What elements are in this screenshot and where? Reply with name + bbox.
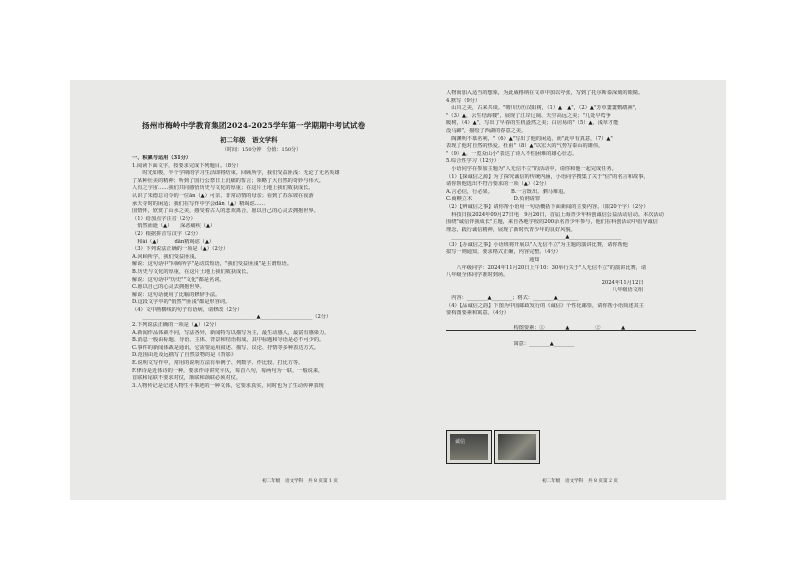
text-line: （4）【品诚信之韵】下图为中国邮政发行的《诚信》个性化邮票，请你帮小语简述其主 xyxy=(446,302,644,309)
text-line: 八年级语文组 xyxy=(446,287,644,294)
text-line: 构图要素：①________▲________ ②________▲________ xyxy=(446,325,646,332)
text-line xyxy=(446,409,708,417)
text-line: 解说：这句话中"回顾所学"是动宾短语，"我们受益匪浅"是主谓短语。 xyxy=(132,261,292,268)
page-one-footer: 初二年级 语文学科 共 8 页第 1 页 xyxy=(262,479,339,484)
text-line xyxy=(446,318,708,326)
text-line xyxy=(132,406,394,414)
text-line: 和ǎi（▲） dān精竭虑（▲） xyxy=(132,238,215,245)
text-line xyxy=(132,444,394,452)
text-line: C.愿以自己的心灵去拥抱世界。 xyxy=(132,284,205,291)
text-line: 人有之宇宙……我们共同感悟历史与文化的厚重；在这片土地上我们收获成长。 xyxy=(132,185,314,192)
text-line xyxy=(446,379,708,387)
page-one-content xyxy=(132,155,394,466)
text-line: C.事件的新闻体裁是通讯，它需要运用叙述、描写、议论、抒情等多种表达方式。 xyxy=(132,344,319,351)
text-line: 暖树，（4）▲"，写出了早春的生机盎然之美；白居易的"（5）▲，浅草才能 xyxy=(446,120,619,127)
text-line: 八年级全体同学准时到场。 xyxy=(446,272,509,279)
text-line: 科技日报2024年09月27日电 9月26日，首届上海青少年科创诚信公益活动启动。本次活动 xyxy=(446,211,664,218)
text-line: 山川之美，古来共谈。"晴川历历汉阳树，（1）▲ ▲"，（2）▲"芳草萋萋鹦鹉洲"， xyxy=(446,105,641,112)
text-line xyxy=(446,348,708,356)
text-line: 解说：这句话中"历史""文化"都是名词。 xyxy=(132,276,225,283)
text-line: 时光如梭，半个学期的学习生活即将结束。回顾所学，我们受益匪浅：无论了无名英雄 xyxy=(132,170,340,177)
text-line: 2024年11月12日 xyxy=(446,279,644,286)
text-line: （1）给加点字注音（2分） xyxy=(132,215,196,222)
text-line: 小语同学在参加主题为"人无信不立"的活动中，请你和他一起完成任务。 xyxy=(446,165,617,172)
page-two-footer: 初二年级 语文学科 共 8 页第 2 页 xyxy=(542,479,619,484)
exam-title: 扬州市梅岭中学教育集团2024-2025学年第一学期期中考试试卷 xyxy=(142,121,366,130)
text-line: 认识了朱德总司令的一位ān（▲）可亲、非常动情的母亲；看到了苏东坡在夜游 xyxy=(132,192,314,199)
text-line: 通知 xyxy=(446,257,540,264)
text-line: 悄然而逝（▲） 深恶痛疾（▲） xyxy=(132,223,216,230)
page-two-content xyxy=(446,90,708,424)
exam-sheet xyxy=(70,80,726,500)
text-line: B.消息一般由标题、导语、主体、背景和结语构成，其中标题和导语是必不可少的。 xyxy=(132,337,325,344)
text-line: 拟写一则通知，要求格式正确，内容完整。（4分） xyxy=(446,249,561,256)
text-line: 承天寺时的闲适；我们在写作中学会dān（▲）精竭虑…… xyxy=(132,200,266,207)
text-line xyxy=(446,333,708,341)
text-line xyxy=(132,421,394,429)
text-line xyxy=(446,386,708,394)
text-line: 表现了他对自然的热爱。杜甫"（8）▲"以宏大的气势写泰山的雄伟， xyxy=(446,143,604,150)
text-line: 3.人物传记是记述人物生平事迹的一种文体，它要求真实，同时也为了生动传神表现 xyxy=(132,382,324,389)
text-line: 4.默写（9分） xyxy=(446,97,481,104)
text-line: 国情怀，欣赏了山水之美，感受着古人的悲欢离合，愿以自己的心灵去拥抱世界。 xyxy=(132,208,319,215)
text-line: C.商鞅立木 D.负荆请罪 xyxy=(446,196,541,203)
text-line: （3）下列说法正确的一项是（▲）（2分） xyxy=(132,246,229,253)
text-line: （2）根据拼音写汉字（2分） xyxy=(132,230,201,237)
text-line: 首联和尾联不要求对仗，颔联和颈联必须对仗。 xyxy=(132,375,241,382)
exam-subtitle: 初二年级 语文学科 xyxy=(220,136,278,144)
stamp-image xyxy=(446,430,492,464)
text-line: B.历史与文化的厚重，在这片土地上我们收获成长。 xyxy=(132,268,252,275)
text-line: "（3）▲，云生结海楼"，展现了江岸辽阔、天空高远之美；"几处早莺争 xyxy=(446,112,611,119)
text-line: 围绕"诚信伴我成长"主题，来自各地学校的200余名青少年参与，他们在科创活动中倡导诚信 xyxy=(446,219,658,226)
text-line: E.说明文写作中，常用的说明方法有举例子、列数字、作比较、打比方等。 xyxy=(132,360,304,367)
text-line: A.回顾所学，我们受益匪浅。 xyxy=(132,253,200,260)
text-line: 内容：________▲________；格式：________▲________ xyxy=(446,295,579,302)
text-line: D.范围由近及远描写了自然景物的是《背影》 xyxy=(132,352,237,359)
divider-line xyxy=(446,330,696,331)
text-line: 2.下列说法正确的一项是（▲）（2分） xyxy=(132,322,220,329)
text-line: 人物而加入适当的想象，为此威格纳在文章中加以夸张，写到了托尔斯泰深刻的眼睛。 xyxy=(446,90,644,96)
text-line xyxy=(446,417,708,425)
text-line: ____________________________________________▲____________________（2分） xyxy=(132,314,332,321)
stamp-label: 诚信 xyxy=(455,439,466,445)
text-line: （1）【探诚信之源】为了探究诚信的传统内涵，小语同学搜集了关于"信"的名言和故事， xyxy=(446,173,649,180)
text-line: "（9）▲，一览众山小"表达了诗人不怕困难的雄心壮志。 xyxy=(446,150,578,157)
text-line: 没马蹄"，描绘了西湖的春意之美。 xyxy=(446,127,527,134)
text-line: 请你帮他选出不符合要求的一项（▲）（2分） xyxy=(446,181,550,188)
text-line xyxy=(132,459,394,467)
text-line: A.言必信，行必果。 B.一言既出，驷马难追。 xyxy=(446,188,569,195)
text-line xyxy=(132,398,394,406)
text-line: 寓意：________▲________ xyxy=(446,340,575,347)
text-line xyxy=(132,428,394,436)
text-line xyxy=(132,390,394,398)
exam-meta: （时间：150分钟 分值：150分） xyxy=(222,147,302,153)
text-line: D.这段文字中的"悄然""匪浅"都是形容词。 xyxy=(132,299,231,306)
text-line: 要构图要素和寓意。（4分） xyxy=(446,310,509,317)
text-line: ____________________________________________▲____________________ xyxy=(446,234,622,241)
text-line: （2）【辨诚信之事】请你帮小语用一句话概括下面新闻的主要内容。（限20个字）（2分） xyxy=(446,203,649,210)
text-line: 陶渊明不慕名利，"（6）▲"写出了他的闲适，而"此中有真意，（7）▲" xyxy=(446,135,613,142)
text-line: 八年级同学：2024年11月20日上午10：30举行关于"人无信不立"的演讲比赛，请 xyxy=(446,264,647,271)
text-line xyxy=(446,356,708,364)
text-line: 5.综合性学习（12分） xyxy=(446,158,500,165)
text-line xyxy=(132,436,394,444)
text-line xyxy=(446,401,708,409)
text-line: 解说：这句话使用了比喻的修辞手法。 xyxy=(132,291,221,298)
section-heading: 一、积累与运用（31分） xyxy=(132,155,192,161)
text-line xyxy=(446,371,708,379)
text-line: 理念，践行诚信精神，展现了新时代青少年的良好风貌。 xyxy=(446,226,576,233)
text-line xyxy=(132,451,394,459)
stamp-image xyxy=(494,430,540,464)
text-line xyxy=(132,413,394,421)
text-line: 了某种壮美的精神；听到了国行公祭日上沉痛的誓言；领略了大自然的奇妙与伟大。 xyxy=(132,177,324,184)
text-line: F.律诗是近体诗的一种，要求作诗讲究平仄，每首八句，每两句为一联，一般说来， xyxy=(132,367,324,374)
text-line: A.新闻作品体裁不同，写法各异，新闻特写以描写为主，最生动感人，最富有感染力。 xyxy=(132,329,330,336)
text-line xyxy=(446,394,708,402)
text-line: （4）文中画横线的句子有语病，请修改（2分） xyxy=(132,306,243,313)
text-line: 1.阅读下面文字，按要求完成下列题目。（8分） xyxy=(132,162,242,169)
text-line: （3）【办诚信之事】小语班将开展以"人无信不立"为主题的演讲比赛，请你帮他 xyxy=(446,241,628,248)
text-line xyxy=(446,363,708,371)
